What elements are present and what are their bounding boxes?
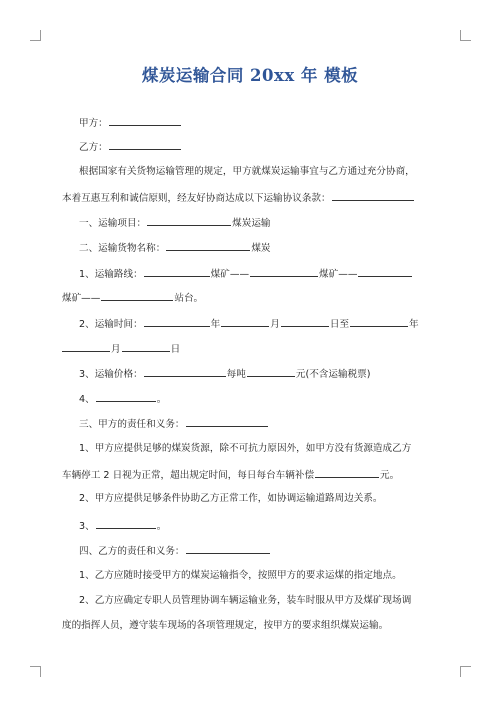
document-title: 煤炭运输合同 20xx 年 模板 <box>141 66 359 85</box>
party-a-duty-3-label: 3、 <box>79 521 95 532</box>
clause-4-label: 4、 <box>79 394 95 405</box>
party-a-duty-1-line-1: 1、甲方应提供足够的煤炭货源，除不可抗力原因外，如甲方没有货源造成乙方 <box>79 443 412 454</box>
crop-mark-bottom-left <box>30 666 41 677</box>
start-year-blank[interactable] <box>144 317 210 327</box>
party-a-duty-1-text: 车辆停工 2 日视为正常，超出规定时间，每日每台车辆补偿 <box>62 470 315 481</box>
clause-1-line-1 <box>79 267 464 281</box>
intro-line-2 <box>62 191 447 205</box>
party-a-duty-2: 2、甲方应提供足够条件协助乙方正常工作，如协调运输道路周边关系。 <box>79 493 383 504</box>
party-b-duty-1: 1、乙方应随时接受甲方的煤炭运输指令，按照甲方的要求运煤的指定地点。 <box>79 570 402 581</box>
party-b-duty-2-line-2: 度的指挥人员，遵守装车现场的各项管理规定，按甲方的要求组织煤炭运输。 <box>62 620 389 631</box>
clause-1-line-2 <box>62 291 447 305</box>
route-blank-3[interactable] <box>358 267 412 277</box>
party-a-blank[interactable] <box>109 116 181 126</box>
start-day-blank[interactable] <box>281 317 329 327</box>
route-blank-4[interactable] <box>101 291 173 301</box>
price-blank-2[interactable] <box>247 367 295 377</box>
section-1-label: 一、运输项目： <box>79 218 147 229</box>
party-a-duty-3-period: 。 <box>156 521 167 532</box>
party-b-line <box>79 140 464 154</box>
day-label: 日 <box>170 344 181 355</box>
section-1-line <box>79 216 464 230</box>
section-2-line <box>79 241 464 255</box>
route-blank-1[interactable] <box>144 267 210 277</box>
yuan-label: 元(不含运输税票) <box>295 369 371 380</box>
section-4-label: 四、乙方的责任和义务： <box>79 546 185 557</box>
crop-mark-bottom-right <box>460 666 471 677</box>
clause-2-line-1 <box>79 317 464 331</box>
section-2-blank[interactable] <box>166 241 250 251</box>
price-blank-1[interactable] <box>144 367 226 377</box>
party-a-duty-3-line <box>79 519 464 533</box>
clause-1-label: 1、运输路线： <box>79 269 143 280</box>
section-4-line <box>79 544 464 558</box>
party-b-blank[interactable] <box>109 140 181 150</box>
day-to-label: 日至 <box>329 319 350 330</box>
start-month-blank[interactable] <box>221 317 269 327</box>
section-2-label: 二、运输货物名称： <box>79 243 166 254</box>
compensation-unit: 元。 <box>380 470 400 481</box>
section-1-value: 煤炭运输 <box>232 218 271 229</box>
intro-line-2-text: 本着互惠互利和诚信原则，经友好协商达成以下运输协议条款： <box>62 193 331 204</box>
crop-mark-top-right <box>460 30 471 41</box>
intro-blank[interactable] <box>332 191 414 201</box>
section-2-value: 煤炭 <box>251 243 271 254</box>
clause-2-line-2 <box>62 342 447 356</box>
section-3-line <box>79 417 464 431</box>
section-4-blank[interactable] <box>186 544 270 554</box>
end-day-blank[interactable] <box>122 342 170 352</box>
clause-4-blank[interactable] <box>96 392 156 402</box>
section-3-blank[interactable] <box>186 417 268 427</box>
year-label: 年 <box>210 319 221 330</box>
route-mine-b: 煤矿—— <box>319 269 358 280</box>
end-year-blank[interactable] <box>350 317 408 327</box>
compensation-blank[interactable] <box>315 468 379 478</box>
party-b-label: 乙方： <box>79 142 108 153</box>
month-label-2: 月 <box>111 344 121 355</box>
party-a-duty-1-line-2 <box>62 468 447 482</box>
party-a-duty-3-blank[interactable] <box>96 519 156 529</box>
clause-3-line <box>79 367 464 381</box>
route-mine-a: 煤矿—— <box>210 269 250 280</box>
clause-2-label: 2、运输时间： <box>79 319 143 330</box>
month-label: 月 <box>270 319 280 330</box>
party-b-duty-2-line-1: 2、乙方应确定专职人员管理协调车辆运输业务，装车时服从甲方及煤矿现场调 <box>79 595 412 606</box>
party-a-line <box>79 116 464 130</box>
clause-4-period: 。 <box>156 394 167 405</box>
year-label-2: 年 <box>409 319 419 330</box>
route-station: 站台。 <box>174 293 204 304</box>
party-a-label: 甲方： <box>79 118 108 129</box>
crop-mark-top-left <box>30 30 41 41</box>
end-month-blank[interactable] <box>62 342 110 352</box>
per-ton-label: 每吨 <box>226 369 246 380</box>
clause-3-label: 3、运输价格： <box>79 369 143 380</box>
section-1-blank[interactable] <box>147 216 231 226</box>
route-mine-c: 煤矿—— <box>62 293 101 304</box>
section-3-label: 三、甲方的责任和义务： <box>79 419 185 430</box>
intro-line-1: 根据国家有关货物运输管理的规定，甲方就煤炭运输事宜与乙方通过充分协商， <box>79 166 415 177</box>
clause-4-line <box>79 392 464 406</box>
route-blank-2[interactable] <box>250 267 318 277</box>
